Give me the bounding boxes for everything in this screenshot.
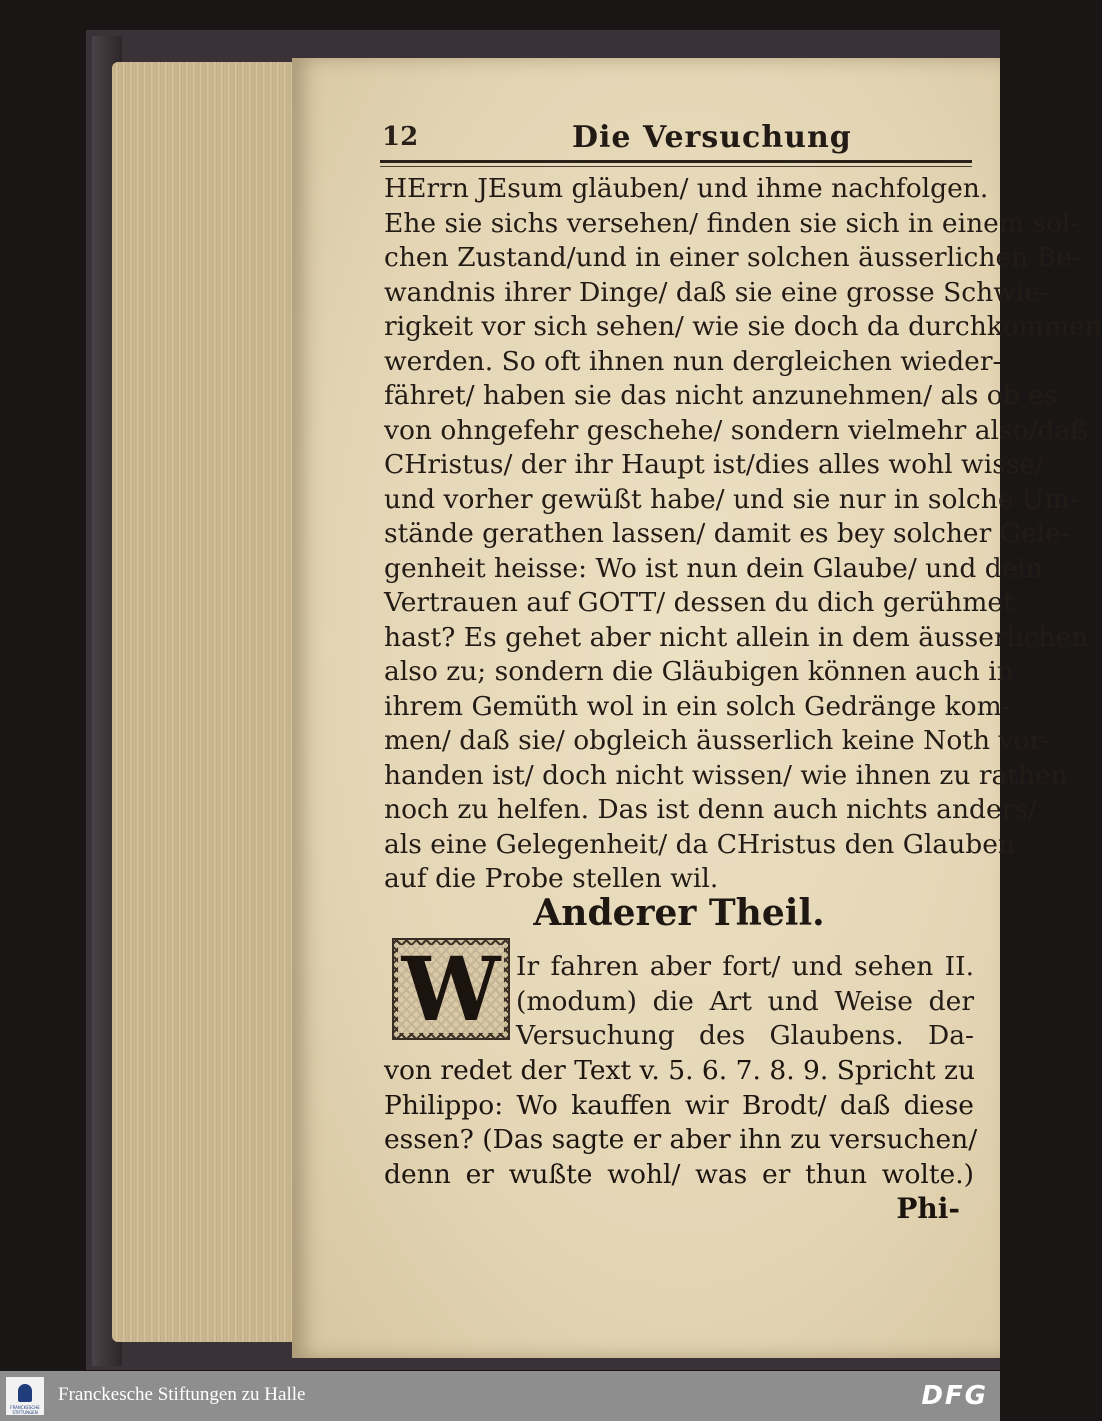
text-line: Ehe sie sichs versehen/ finden sie sich in einem sol- bbox=[384, 207, 1080, 239]
catchword: Phi- bbox=[896, 1192, 960, 1225]
institution-name[interactable]: Franckesche Stiftungen zu Halle bbox=[58, 1384, 306, 1405]
viewer-footer bbox=[0, 1371, 1000, 1421]
header-rule-thin bbox=[380, 166, 972, 167]
section-text bbox=[384, 1054, 978, 1192]
text-line: Philippo: Wo kauffen wir Brodt/ daß diese bbox=[384, 1089, 974, 1121]
text-line: werden. So oft ihnen nun dergleichen wieder- bbox=[384, 345, 1002, 377]
dfg-logo[interactable]: DFG bbox=[921, 1381, 988, 1411]
text-line: also zu; sondern die Gläubigen können auch in bbox=[384, 656, 1014, 687]
institution-logo[interactable] bbox=[6, 1377, 44, 1415]
text-line: Versuchung des Glaubens. Da- bbox=[516, 1020, 974, 1051]
text-line: fähret/ haben sie das nicht anzunehmen/ als ob es bbox=[384, 380, 1058, 411]
text-line: handen ist/ doch nicht wissen/ wie ihnen zu rathen bbox=[384, 759, 1068, 791]
section-heading: Anderer Theil. bbox=[533, 892, 825, 934]
logo-text: FRANCKESCHE STIFTUNGEN bbox=[10, 1405, 40, 1415]
text-line: Ir fahren aber fort/ und sehen II. bbox=[516, 951, 974, 982]
text-line: genheit heisse: Wo ist nun dein Glaube/ und dein bbox=[384, 552, 1043, 584]
text-line: HErrn JEsum gläuben/ und ihme nachfolgen. bbox=[384, 173, 989, 204]
text-line: und vorher gewüßt habe/ und sie nur in solche Um- bbox=[384, 483, 1079, 515]
text-line: hast? Es gehet aber nicht allein in dem äusserlichen bbox=[384, 621, 1089, 653]
text-line: rigkeit vor sich sehen/ wie sie doch da durchkommen bbox=[384, 311, 1102, 342]
text-line: Vertrauen auf GOTT/ dessen du dich gerühmet bbox=[384, 587, 1014, 618]
text-line: (modum) die Art und Weise der bbox=[516, 985, 974, 1017]
initial-letter: W bbox=[398, 945, 505, 1033]
running-title: Die Versuchung bbox=[572, 120, 852, 155]
page-number: 12 bbox=[382, 122, 419, 152]
text-line: von redet der Text v. 5. 6. 7. 8. 9. Spricht zu bbox=[384, 1055, 976, 1086]
text-line: CHristus/ der ihr Haupt ist/dies alles wohl wisse/ bbox=[384, 449, 1045, 480]
text-line: noch zu helfen. Das ist denn auch nichts anders/ bbox=[384, 794, 1037, 825]
text-line: wandnis ihrer Dinge/ daß sie eine grosse Schwie- bbox=[384, 276, 1049, 308]
text-line: von ohngefehr geschehe/ sondern vielmehr also/daß bbox=[384, 414, 1088, 446]
emblem-icon bbox=[18, 1384, 32, 1402]
page-stack-edges bbox=[112, 62, 297, 1342]
text-line: essen? (Das sagte er aber ihn zu versuchen/ bbox=[384, 1124, 978, 1155]
text-line: auf die Probe stellen wil. bbox=[384, 863, 719, 894]
text-line: denn er wußte wohl/ was er thun wolte.) bbox=[384, 1158, 974, 1190]
header-rule bbox=[380, 160, 972, 163]
text-line: chen Zustand/und in einer solchen äusserlichen Be- bbox=[384, 242, 1081, 273]
decorated-initial bbox=[392, 938, 510, 1040]
text-line: als eine Gelegenheit/ da CHristus den Glauben bbox=[384, 828, 1015, 860]
text-line: men/ daß sie/ obgleich äusserlich keine Noth vor- bbox=[384, 725, 1051, 756]
page-header bbox=[382, 118, 972, 158]
text-line: ihrem Gemüth wol in ein solch Gedränge kom- bbox=[384, 690, 1011, 722]
body-text bbox=[384, 172, 1102, 897]
text-line: stände gerathen lassen/ damit es bey solcher Gele- bbox=[384, 518, 1070, 549]
section-text-beside-initial bbox=[516, 950, 974, 1054]
